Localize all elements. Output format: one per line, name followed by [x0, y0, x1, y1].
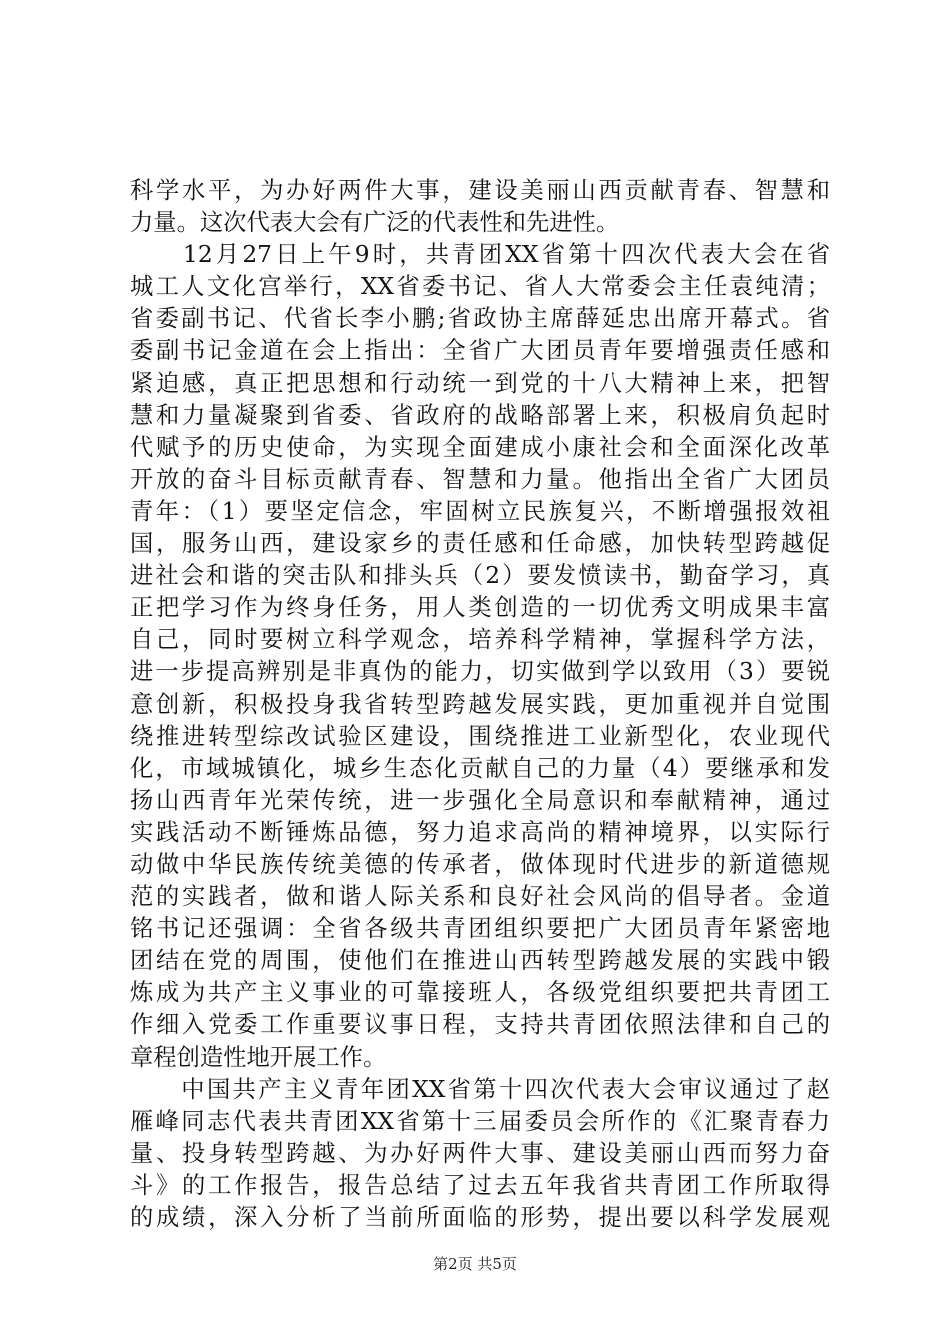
text-line: 青年：（1）要坚定信念，牢固树立民族复兴，不断增强报效祖 — [130, 497, 830, 525]
text-line: 范的实践者，做和谐人际关系和良好社会风尚的倡导者。金道 — [130, 883, 830, 911]
text-line: 绕推进转型综改试验区建设，围绕推进工业新型化，农业现代 — [130, 722, 830, 750]
text-line: 自己，同时要树立科学观念，培养科学精神，掌握科学方法， — [130, 626, 830, 654]
text-line: 炼成为共产主义事业的可靠接班人，各级党组织要把共青团工 — [130, 979, 830, 1007]
text-line: 开放的奋斗目标贡献青春、智慧和力量。他指出全省广大团员 — [130, 465, 830, 493]
text-line: 代赋予的历史使命，为实现全面建成小康社会和全面深化改革 — [130, 433, 830, 461]
text-line: 实践活动不断锤炼品德，努力追求高尚的精神境界，以实际行 — [130, 818, 830, 846]
text-line: 的成绩，深入分析了当前所面临的形势，提出要以科学发展观 — [130, 1204, 830, 1231]
text-line: 12月27日上午9时，共青团XX省第十四次代表大会在省 — [130, 241, 830, 269]
text-line: 作细入党委工作重要议事日程，支持共青团依照法律和自己的 — [130, 1011, 830, 1039]
text-line: 科学水平，为办好两件大事，建设美丽山西贡献青春、智慧和 — [130, 177, 830, 204]
body-text — [130, 175, 830, 1234]
text-line: 中国共产主义青年团XX省第十四次代表大会审议通过了赵 — [130, 1075, 830, 1103]
text-line: 国，服务山西，建设家乡的责任感和任命感，加快转型跨越促 — [130, 530, 830, 558]
text-line: 化，市域城镇化，城乡生态化贡献自己的力量（4）要继承和发 — [130, 754, 830, 782]
text-line: 进一步提高辨别是非真伪的能力，切实做到学以致用（3）要锐 — [130, 658, 830, 686]
text-line: 意创新，积极投身我省转型跨越发展实践，更加重视并自觉围 — [130, 690, 830, 718]
text-line: 扬山西青年光荣传统，进一步强化全局意识和奉献精神，通过 — [130, 786, 830, 814]
text-line: 斗》的工作报告，报告总结了过去五年我省共青团工作所取得 — [130, 1171, 830, 1199]
text-line: 紧迫感，真正把思想和行动统一到党的十八大精神上来，把智 — [130, 369, 830, 397]
text-line: 正把学习作为终身任务，用人类创造的一切优秀文明成果丰富 — [130, 594, 830, 622]
text-line: 团结在党的周围，使他们在推进山西转型跨越发展的实践中锻 — [130, 947, 830, 975]
text-line: 动做中华民族传统美德的传承者，做体现时代进步的新道德规 — [130, 850, 830, 878]
text-line: 章程创造性地开展工作。 — [130, 1043, 387, 1071]
page-footer: 第2页 共5页 — [433, 1255, 517, 1273]
text-line: 省委副书记、代省长李小鹏;省政协主席薛延忠出席开幕式。省 — [130, 305, 830, 333]
text-line: 雁峰同志代表共青团XX省第十三届委员会所作的《汇聚青春力 — [130, 1107, 830, 1135]
text-line: 量、投身转型跨越、为办好两件大事、建设美丽山西而努力奋 — [130, 1139, 830, 1167]
text-line: 铭书记还强调：全省各级共青团组织要把广大团员青年紧密地 — [130, 915, 830, 943]
text-line: 城工人文化宫举行，XX省委书记、省人大常委会主任袁纯清； — [130, 273, 830, 301]
text-line: 力量。这次代表大会有广泛的代表性和先进性。 — [130, 209, 620, 237]
text-line: 进社会和谐的突击队和排头兵（2）要发愤读书，勤奋学习，真 — [130, 562, 830, 590]
text-line: 慧和力量凝聚到省委、省政府的战略部署上来，积极肩负起时 — [130, 401, 830, 429]
text-line: 委副书记金道在会上指出：全省广大团员青年要增强责任感和 — [130, 337, 830, 365]
